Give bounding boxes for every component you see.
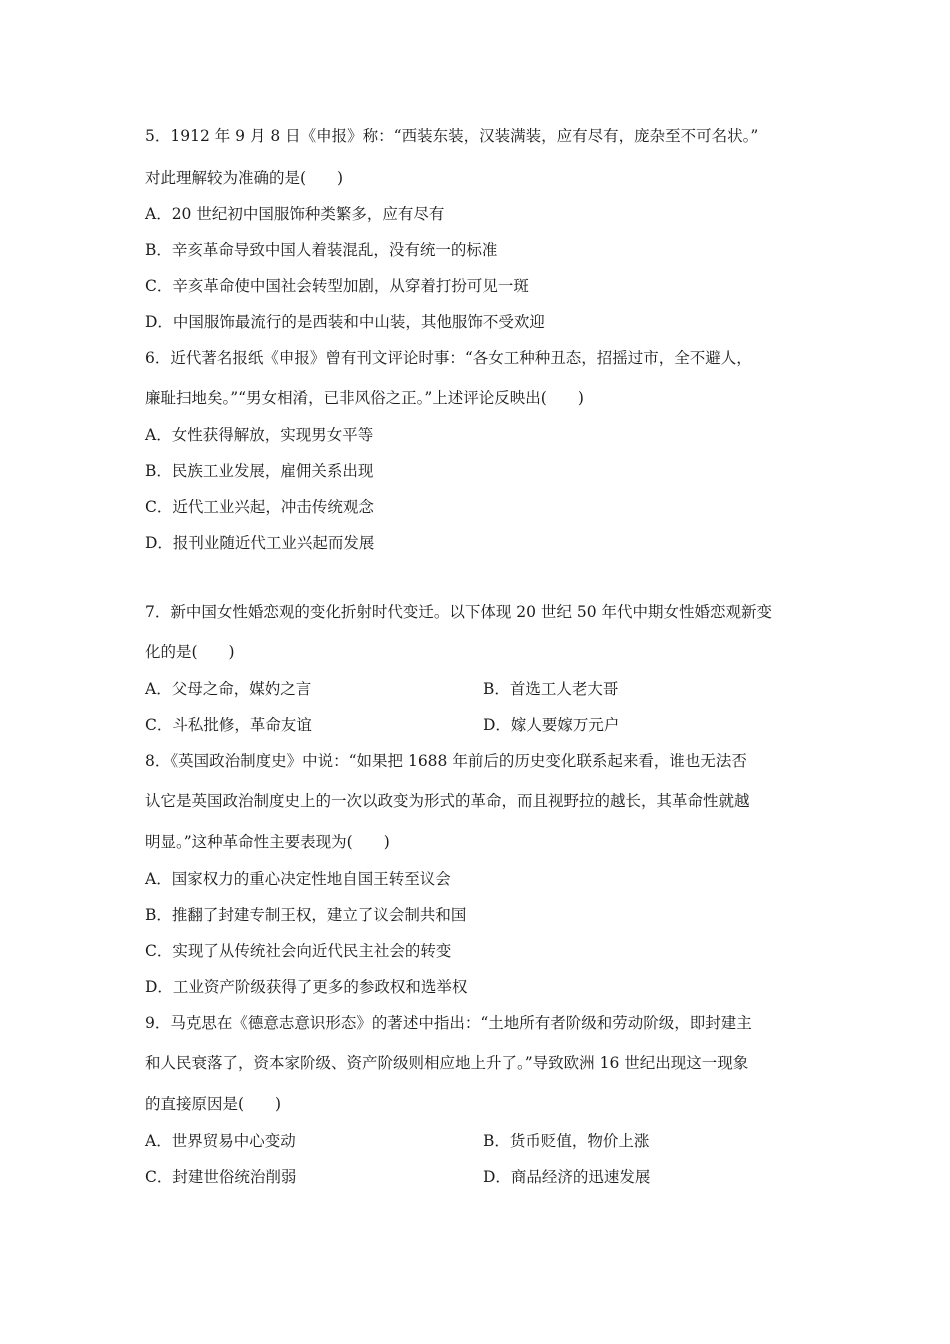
q6-stem-line2: 廉耻扫地矣。”“男女相淆，已非风俗之正。”上述评论反映出( ): [145, 389, 584, 407]
q8-option-b: B．推翻了封建专制王权，建立了议会制共和国: [145, 906, 467, 924]
q8-option-c: C．实现了从传统社会向近代民主社会的转变: [145, 942, 452, 960]
q8-option-a: A．国家权力的重心决定性地自国王转至议会: [145, 870, 451, 888]
q9-option-a: A．世界贸易中心变动: [145, 1132, 296, 1150]
q8-option-d: D．工业资产阶级获得了更多的参政权和选举权: [145, 978, 468, 996]
q5-option-d: D．中国服饰最流行的是西装和中山装，其他服饰不受欢迎: [145, 313, 545, 331]
q6-option-a: A．女性获得解放，实现男女平等: [145, 426, 374, 444]
q5-option-a: A．20 世纪初中国服饰种类繁多，应有尽有: [145, 205, 445, 223]
q7-stem-line1: 7．新中国女性婚恋观的变化折射时代变迁。以下体现 20 世纪 50 年代中期女性婚恋观新变: [145, 603, 773, 621]
q5-stem-line2: 对此理解较为准确的是( ): [145, 169, 344, 187]
q8-stem-line2: 认它是英国政治制度史上的一次以政变为形式的革命，而且视野拉的越长，其革命性就越: [145, 792, 750, 810]
q5-option-c: C．辛亥革命使中国社会转型加剧，从穿着打扮可见一斑: [145, 277, 529, 295]
q7-option-d: D．嫁人要嫁万元户: [483, 716, 620, 734]
q8-stem-line3: 明显。”这种革命性主要表现为( ): [145, 833, 390, 851]
q9-stem-line1: 9．马克思在《德意志意识形态》的著述中指出：“土地所有者阶级和劳动阶级，即封建主: [145, 1014, 752, 1032]
q6-option-c: C．近代工业兴起，冲击传统观念: [145, 498, 374, 516]
q7-stem-line2: 化的是( ): [145, 643, 235, 661]
q7-option-c: C．斗私批修，革命友谊: [145, 716, 312, 734]
q6-option-d: D．报刊业随近代工业兴起而发展: [145, 534, 375, 552]
q8-stem-line1: 8．《英国政治制度史》中说：“如果把 1688 年前后的历史变化联系起来看，谁也无法否: [145, 752, 747, 770]
q9-option-b: B．货币贬值，物价上涨: [483, 1132, 650, 1150]
q5-option-b: B．辛亥革命导致中国人着装混乱，没有统一的标准: [145, 241, 498, 259]
q9-stem-line2: 和人民衰落了，资本家阶级、资产阶级则相应地上升了。”导致欧洲 16 世纪出现这一现象: [145, 1054, 749, 1072]
q6-option-b: B．民族工业发展，雇佣关系出现: [145, 462, 374, 480]
q9-option-c: C．封建世俗统治削弱: [145, 1168, 297, 1186]
q9-stem-line3: 的直接原因是( ): [145, 1095, 282, 1113]
q7-option-b: B．首选工人老大哥: [483, 680, 619, 698]
q9-option-d: D．商品经济的迅速发展: [483, 1168, 651, 1186]
q6-stem-line1: 6．近代著名报纸《申报》曾有刊文评论时事：“各女工种种丑态，招摇过市，全不避人，: [145, 349, 752, 367]
q5-stem-line1: 5．1912 年 9 月 8 日《申报》称：“西装东装，汉装满装，应有尽有，庞杂至不可名状。”: [145, 127, 759, 145]
q7-option-a: A．父母之命，媒妁之言: [145, 680, 312, 698]
